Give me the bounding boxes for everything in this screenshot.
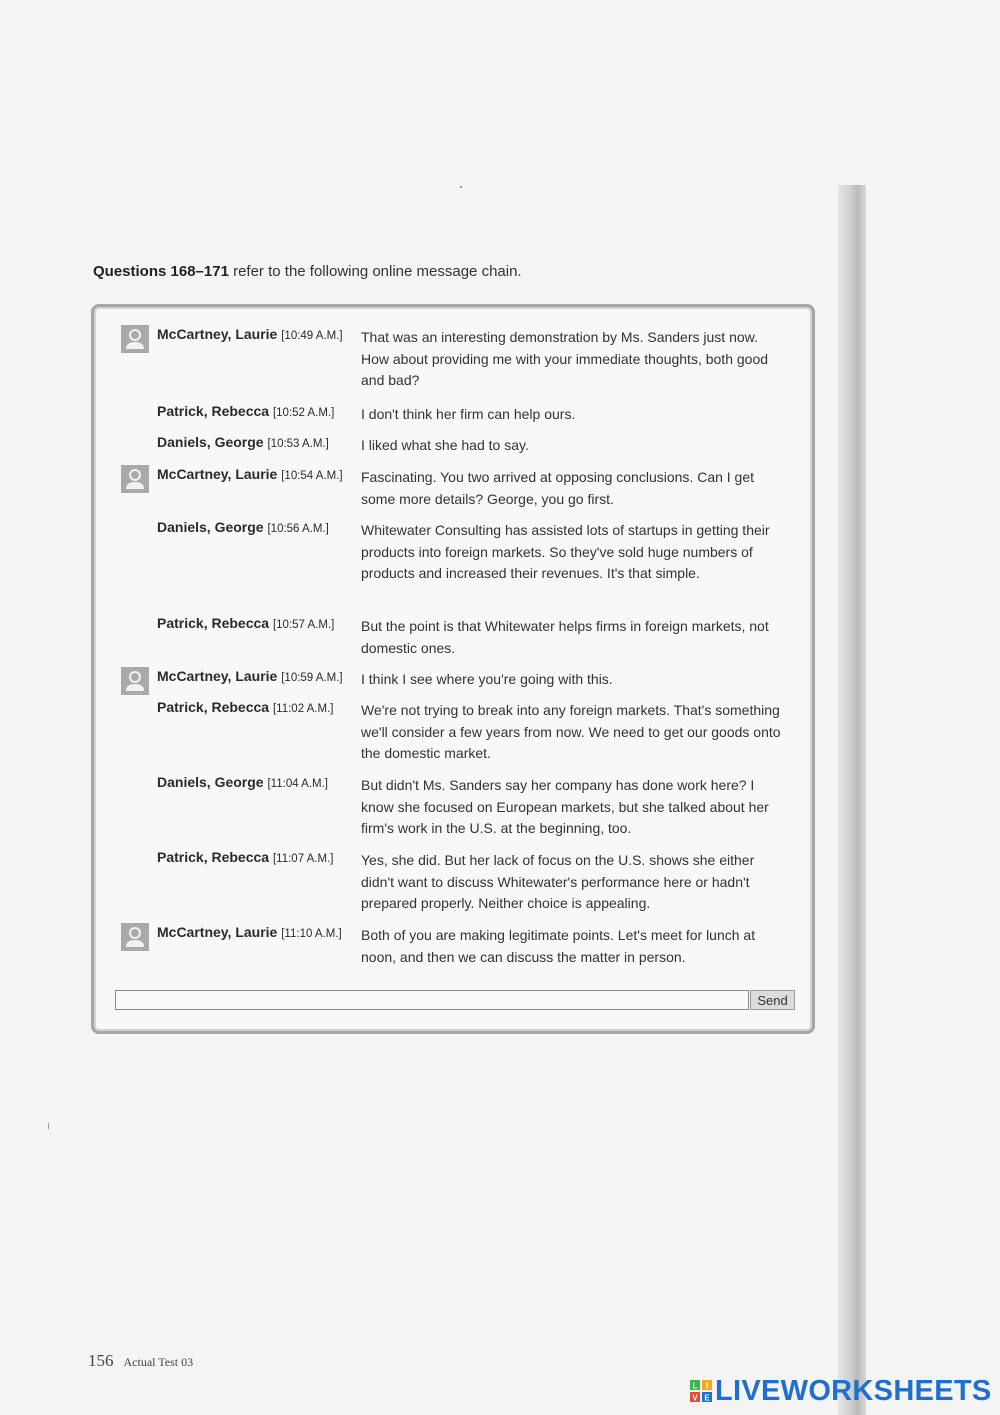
sender-name: Patrick, Rebecca [157,699,270,715]
question-intro [93,263,522,280]
user-avatar-icon [121,923,149,951]
message-sender [157,924,342,940]
message-timestamp: [11:02 A.M.] [272,703,334,715]
question-range: Questions 168–171 [93,263,229,280]
sender-name: McCartney, Laurie [157,924,278,940]
footer-label: Actual Test 03 [123,1355,194,1369]
message-sender [157,699,333,715]
sender-name: Patrick, Rebecca [157,849,270,865]
scan-speck [460,186,462,188]
send-button[interactable]: Send [750,990,795,1010]
message-timestamp: [11:10 A.M.] [281,928,342,940]
sender-name: Patrick, Rebecca [157,615,270,631]
page-binding-edge [838,185,866,1415]
liveworksheets-brand [690,1373,992,1409]
message-text: Whitewater Consulting has assisted lots of startups in getting their products into foreign markets. So they've sold huge numbers of products and increased their revenues. It's that simple. [361,522,770,581]
message-timestamp: [10:53 A.M.] [267,438,329,450]
message-text: Fascinating. You two arrived at opposing conclusions. Can I get some more details? George, you go first. [361,469,755,507]
message-sender [157,849,333,865]
message-sender [157,466,343,482]
message-sender [157,668,343,684]
message-timestamp: [10:52 A.M.] [272,407,335,419]
message-timestamp: [10:56 A.M.] [267,523,329,535]
message-text: That was an interesting demonstration by Ms. Sanders just now. How about providing me with your immediate thoughts, both good and bad? [361,329,769,388]
message-text: Yes, she did. But her lack of focus on the U.S. shows she either didn't want to discuss Whitewater's performance here or hadn't prepared properly. Neither choice is appealing. [361,852,755,911]
message-timestamp: [11:07 A.M.] [272,853,334,865]
message-text: I don't think her firm can help ours. [361,406,576,422]
sender-name: Patrick, Rebecca [157,403,270,419]
message-timestamp: [10:54 A.M.] [281,470,343,482]
svg-text:V: V [692,1393,698,1402]
page-number: 156 [88,1351,114,1370]
message-timestamp: [11:04 A.M.] [267,778,328,790]
user-avatar-icon [121,465,149,493]
message-timestamp: [10:59 A.M.] [281,672,343,684]
brand-text: LIVEWORKSHEETS [715,1374,992,1407]
message-text: But didn't Ms. Sanders say her company has done work here? I know she focused on European markets, but she talked about her firm's work in the U.S. at the beginning, too. [361,777,769,836]
message-text: We're not trying to break into any foreign markets. That's something we'll consider a few years from now. We need to get our goods onto the domestic market. [361,702,781,761]
message-text: I think I see where you're going with this. [361,671,613,687]
scan-speck [48,1123,49,1129]
message-timestamp: [10:49 A.M.] [281,330,343,342]
message-text: But the point is that Whitewater helps firms in foreign markets, not domestic ones. [361,618,769,656]
message-chain-window [91,304,815,1034]
message-sender [157,519,329,535]
sender-name: Daniels, George [157,519,264,535]
message-timestamp: [10:57 A.M.] [272,619,335,631]
page-footer [88,1351,193,1371]
user-avatar-icon [121,667,149,695]
message-sender [157,403,334,419]
message-text: I liked what she had to say. [361,437,529,453]
message-input[interactable] [115,990,749,1010]
message-text: Both of you are making legitimate points. Let's meet for lunch at noon, and then we can discuss the matter in person. [361,927,756,965]
sender-name: McCartney, Laurie [157,668,278,684]
sender-name: McCartney, Laurie [157,466,278,482]
svg-text:L: L [692,1381,698,1391]
svg-text:E: E [704,1393,710,1402]
message-sender [157,434,329,450]
message-sender [157,774,328,790]
sender-name: Daniels, George [157,774,264,790]
liveworksheets-logo-icon [690,1380,712,1402]
question-intro-text: refer to the following online message chain. [228,263,522,280]
composer-row [115,990,795,1012]
user-avatar-icon [121,325,149,353]
svg-text:I: I [705,1381,709,1391]
message-sender [157,615,334,631]
message-sender [157,326,343,342]
sender-name: McCartney, Laurie [157,326,278,342]
sender-name: Daniels, George [157,434,264,450]
